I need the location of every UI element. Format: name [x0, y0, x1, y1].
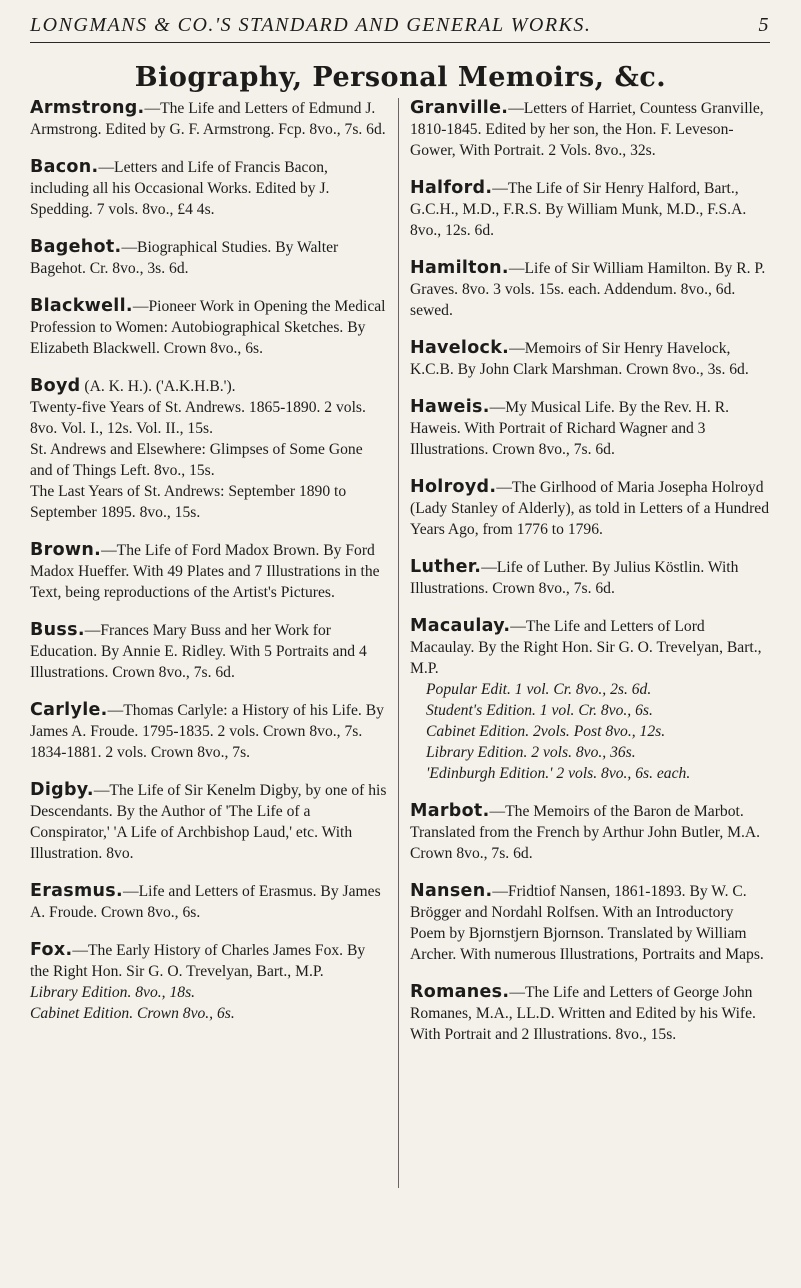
entry-text: —The Life of Ford Madox Brown. By Ford Madox Hueffer. With 49 Plates and 7 Illustrations in the Text, being reproductions of the Artist's Pictures. — [30, 542, 380, 601]
edition-line: Popular Edit. 1 vol. Cr. 8vo., 2s. 6d. — [426, 681, 652, 698]
entry-text: —Biographical Studies. By Walter Bagehot. Cr. 8vo., 3s. 6d. — [30, 239, 339, 277]
entry-text: —The Life and Letters of George John Romanes, M.A., LL.D. Written and Edited by his Wife. With Portrait and 2 Illustrations. 8vo., 15s. — [410, 984, 756, 1043]
entry-text: —Frances Mary Buss and her Work for Education. By Annie E. Ridley. With 5 Portraits and 4 Illustrations. Crown 8vo., 7s. 6d. — [30, 622, 367, 681]
entry-text: —Letters of Harriet, Countess Granville, 1810-1845. Edited by her son, the Hon. F. Leveson-Gower, With Portrait. 2 Vols. 8vo., 32s. — [410, 100, 764, 159]
entry-luther — [410, 557, 770, 599]
entry-text: —Letters and Life of Francis Bacon, including all his Occasional Works. Edited by J. Spedding. 7 vols. 8vo., £4 4s. — [30, 159, 330, 218]
entry-text: —The Life and Letters of Edmund J. Armstrong. Edited by G. F. Armstrong. Fcp. 8vo., 7s. 6d. — [30, 100, 386, 138]
left-column — [30, 98, 399, 1188]
headword: Bacon. — [30, 157, 99, 177]
entry-nansen — [410, 881, 770, 965]
entry-text: —The Memoirs of the Baron de Marbot. Translated from the French by Arthur John Butler, M.A. Crown 8vo., 7s. 6d. — [410, 803, 761, 862]
entry-buss — [30, 620, 388, 683]
edition-line: Student's Edition. 1 vol. Cr. 8vo., 6s. — [426, 702, 653, 719]
headword: Armstrong. — [30, 98, 145, 118]
entry-brown — [30, 540, 388, 603]
section-title: Biography, Personal Memoirs, &c. — [134, 62, 667, 93]
right-column — [410, 98, 770, 1062]
boyd-subitem: Twenty-five Years of St. Andrews. 1865-1890. 2 vols. 8vo. Vol. I., 12s. Vol. II., 15s. — [30, 399, 366, 437]
entry-macaulay — [410, 616, 770, 784]
entry-hamilton — [410, 258, 770, 321]
entry-bacon — [30, 157, 388, 220]
entry-holroyd — [410, 477, 770, 540]
headword: Romanes. — [410, 982, 510, 1002]
edition-line: Library Edition. 8vo., 18s. — [30, 984, 196, 1001]
entry-text: (A. K. H.). ('A.K.H.B.'). — [84, 378, 236, 395]
edition-line: Cabinet Edition. 2vols. Post 8vo., 12s. — [426, 723, 666, 740]
page-number: 5 — [758, 14, 770, 36]
headword: Nansen. — [410, 881, 493, 901]
entry-halford — [410, 178, 770, 241]
headword: Boyd — [30, 376, 81, 396]
edition-line: Library Edition. 2 vols. 8vo., 36s. — [426, 744, 636, 761]
entry-text: —Memoirs of Sir Henry Havelock, K.C.B. By John Clark Marshman. Crown 8vo., 3s. 6d. — [410, 340, 749, 378]
edition-line: Cabinet Edition. Crown 8vo., 6s. — [30, 1005, 235, 1022]
entry-text: —Life and Letters of Erasmus. By James A. Froude. Crown 8vo., 6s. — [30, 883, 381, 921]
entry-erasmus — [30, 881, 388, 923]
entry-bagehot — [30, 237, 388, 279]
entry-boyd — [30, 376, 388, 523]
entry-armstrong — [30, 98, 388, 140]
entry-blackwell — [30, 296, 388, 359]
headword: Granville. — [410, 98, 509, 118]
boyd-subitem: The Last Years of St. Andrews: September 1890 to September 1895. 8vo., 15s. — [30, 483, 347, 521]
headword: Erasmus. — [30, 881, 123, 901]
headword: Blackwell. — [30, 296, 133, 316]
running-head — [30, 14, 770, 43]
entry-digby — [30, 780, 388, 864]
entry-marbot — [410, 801, 770, 864]
entry-text: —Fridtiof Nansen, 1861-1893. By W. C. Brögger and Nordahl Rolfsen. With an Introductory Poem by Bjornstjern Bjornson. Translated by William Archer. With numerous Illustrations, Portraits and Maps. — [410, 883, 764, 963]
entry-text: —The Early History of Charles James Fox. By the Right Hon. Sir G. O. Trevelyan, Bart., M.P. — [30, 942, 366, 980]
entry-text: —Life of Sir William Hamilton. By R. P. Graves. 8vo. 3 vols. 15s. each. Addendum. 8vo., 6d. sewed. — [410, 260, 766, 319]
entry-carlyle — [30, 700, 388, 763]
headword: Haweis. — [410, 397, 490, 417]
entry-text: —The Life of Sir Kenelm Digby, by one of his Descendants. By the Author of 'The Life of a Conspirator,' 'A Life of Archbishop Laud,' etc. With Illustration. 8vo. — [30, 782, 387, 862]
entry-fox — [30, 940, 388, 1024]
entry-text: —Thomas Carlyle: a History of his Life. By James A. Froude. 1795-1835. 2 vols. Crown 8vo., 7s. 1834-1881. 2 vols. Crown 8vo., 7s. — [30, 702, 384, 761]
entry-text: —The Life of Sir Henry Halford, Bart., G.C.H., M.D., F.R.S. By William Munk, M.D., F.S.A. 8vo., 12s. 6d. — [410, 180, 747, 239]
headword: Digby. — [30, 780, 94, 800]
headword: Havelock. — [410, 338, 510, 358]
boyd-subitem: St. Andrews and Elsewhere: Glimpses of Some Gone and of Things Left. 8vo., 15s. — [30, 441, 363, 479]
headword: Fox. — [30, 940, 73, 960]
headword: Halford. — [410, 178, 493, 198]
headword: Luther. — [410, 557, 482, 577]
headword: Brown. — [30, 540, 102, 560]
entry-romanes — [410, 982, 770, 1045]
headword: Hamilton. — [410, 258, 509, 278]
headword: Macaulay. — [410, 616, 511, 636]
running-head-title: LONGMANS & CO.'S STANDARD AND GENERAL WORKS. — [30, 14, 592, 36]
headword: Bagehot. — [30, 237, 122, 257]
headword: Carlyle. — [30, 700, 108, 720]
entry-text: —Pioneer Work in Opening the Medical Profession to Women: Autobiographical Sketches. By Elizabeth Blackwell. Crown 8vo., 6s. — [30, 298, 386, 357]
entry-text: —My Musical Life. By the Rev. H. R. Haweis. With Portrait of Richard Wagner and 3 Illustrations. Crown 8vo., 7s. 6d. — [410, 399, 730, 458]
headword: Buss. — [30, 620, 85, 640]
entry-text: —The Life and Letters of Lord Macaulay. By the Right Hon. Sir G. O. Trevelyan, Bart., M.P. — [410, 618, 762, 677]
entry-text: —The Girlhood of Maria Josepha Holroyd (Lady Stanley of Alderly), as told in Letters of a Hundred Years Ago, from 1776 to 1796. — [410, 479, 769, 538]
entry-granville — [410, 98, 770, 161]
headword: Marbot. — [410, 801, 490, 821]
edition-line: 'Edinburgh Edition.' 2 vols. 8vo., 6s. each. — [426, 765, 691, 782]
headword: Holroyd. — [410, 477, 497, 497]
entry-text: —Life of Luther. By Julius Köstlin. With Illustrations. Crown 8vo., 7s. 6d. — [410, 559, 739, 597]
entry-havelock — [410, 338, 770, 380]
entry-haweis — [410, 397, 770, 460]
